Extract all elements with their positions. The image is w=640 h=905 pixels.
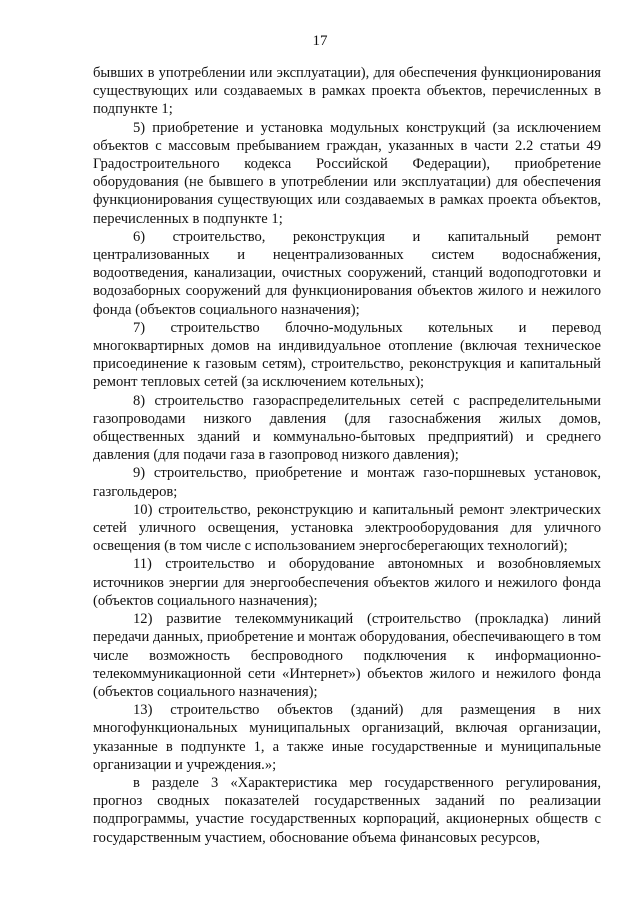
list-item-10: 10) строительство, реконструкцию и капитальный ремонт электрических сетей уличного освещения, установка электрооборудования для уличного освещения (в том числе с использованием энергосберегающих технологий); <box>93 501 601 555</box>
section-3-paragraph: в разделе 3 «Характеристика мер государственного регулирования, прогноз сводных показателей государственных заданий по реализации подпрограммы, участие государственных корпораций, акционерных обществ с государственным участием, обоснование объема финансовых ресурсов, <box>93 774 601 846</box>
list-item-7: 7) строительство блочно-модульных котельных и перевод многоквартирных домов на индивидуальное отопление (включая техническое присоединение к газовым сетям), строительство, реконструкция и капитальный ремонт тепловых сетей (за исключением котельных); <box>93 319 601 391</box>
list-item-13: 13) строительство объектов (зданий) для размещения в них многофункциональных муниципальных организаций, включая организации, указанные в подпункте 1, а также иные государственные и муниципальные организации и учреждения.»; <box>93 702 601 773</box>
list-item-12: 12) развитие телекоммуникаций (строительство (прокладка) линий передачи данных, приобретение и монтаж оборудования, обеспечивающего в том числе возможность беспроводного подключения к информационно-телекоммуникационной сети «Интернет») объектов жилого и нежилого фонда (объектов социального назначения); <box>93 611 601 700</box>
list-item-6: 6) строительство, реконструкция и капитальный ремонт централизованных и нецентрализованных систем водоснабжения, водоотведения, канализации, очистных сооружений, станций водоподготовки и водозаборных сооружений для функционирования объектов жилого и нежилого фонда (объектов социального назначения); <box>93 228 601 318</box>
list-item-9: 9) строительство, приобретение и монтаж газо-поршневых установок, газгольдеров; <box>93 465 601 500</box>
list-item-8: 8) строительство газораспределительных сетей с распределительными газопроводами низкого давления (для газоснабжения жилых домов, общественных зданий и коммунально-бытовых предприятий) и среднего давления (для подачи газа в газопровод низкого давления); <box>93 392 601 464</box>
list-item-5: 5) приобретение и установка модульных конструкций (за исключением объектов с массовым пребыванием граждан, указанных в части 2.2 статьи 49 Градостроительного кодекса Российской Федерации), приобретение оборудования (не бывшего в употреблении или эксплуатации) для обеспечения функционирования существующих или создаваемых в рамках проекта объектов, перечисленных в подпункте 1; <box>93 119 601 227</box>
list-item-11: 11) строительство и оборудование автономных и возобновляемых источников энергии для энергообеспечения объектов жилого и нежилого фонда (объектов социального назначения); <box>93 556 601 609</box>
page-number: 17 <box>312 33 328 49</box>
paragraph-continuation: бывших в употреблении или эксплуатации), для обеспечения функционирования существующих или создаваемых в рамках проекта объектов, перечисленных в подпункте 1; <box>93 65 601 118</box>
document-body <box>93 64 601 847</box>
